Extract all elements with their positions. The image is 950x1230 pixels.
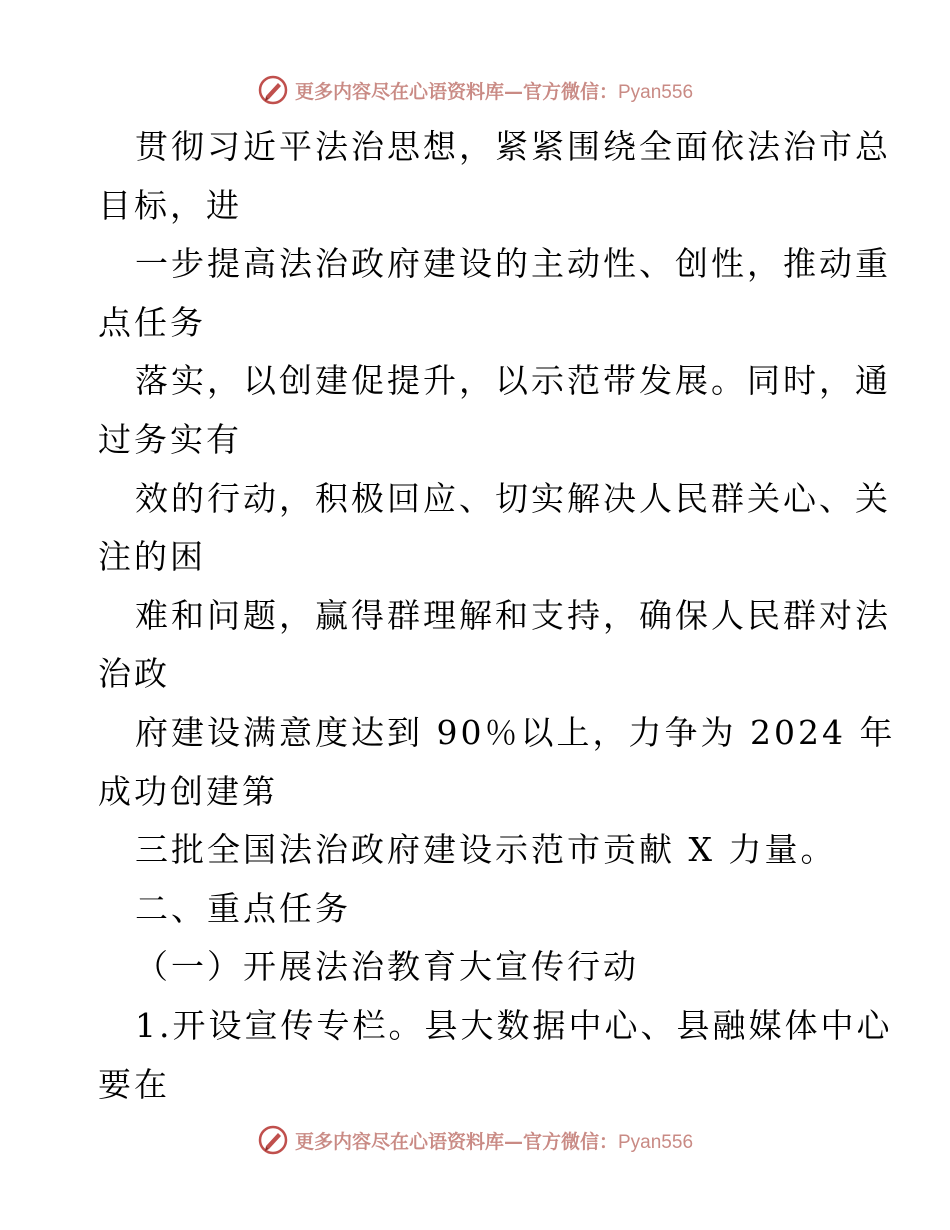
document-body xyxy=(98,118,896,1114)
text-line: 贯彻习近平法治思想，紧紧围绕全面依法治市总 xyxy=(135,127,891,166)
text-line: 效的行动，积极回应、切实解决人民群关心、关 xyxy=(135,478,891,518)
text-line: 目标，进 xyxy=(98,185,242,225)
text-line: 治政 xyxy=(98,654,170,694)
text-line: 点任务 xyxy=(98,302,206,342)
text-line: 成功创建第 xyxy=(98,771,278,811)
text-line: 注的困 xyxy=(98,537,206,577)
header-watermark xyxy=(0,72,950,108)
text-line: 过务实有 xyxy=(98,419,242,459)
text-line: 二、重点任务 xyxy=(135,888,351,928)
text-line: 三批全国法治政府建设示范市贡献 X 力量。 xyxy=(135,830,837,870)
brush-logo-icon xyxy=(257,74,289,106)
watermark-text: 更多内容尽在心语资料库—官方微信：Pyan556 xyxy=(294,80,694,103)
text-line: 一步提高法治政府建设的主动性、创性，推动重 xyxy=(135,244,891,284)
text-line: 1.开设宣传专栏。县大数据中心、县融媒体中心 xyxy=(135,1005,893,1045)
text-line: 要在 xyxy=(98,1064,170,1104)
footer-watermark xyxy=(0,1122,950,1158)
text-line: 难和问题，赢得群理解和支持，确保人民群对法 xyxy=(135,595,891,635)
brush-logo-icon xyxy=(257,1124,289,1156)
watermark-text: 更多内容尽在心语资料库—官方微信：Pyan556 xyxy=(294,1130,694,1153)
text-line: 府建设满意度达到 90％以上，力争为 2024 年 xyxy=(135,712,896,752)
text-line: （一）开展法治教育大宣传行动 xyxy=(135,947,639,987)
text-line: 落实，以创建促提升，以示范带发展。同时，通 xyxy=(135,361,891,401)
